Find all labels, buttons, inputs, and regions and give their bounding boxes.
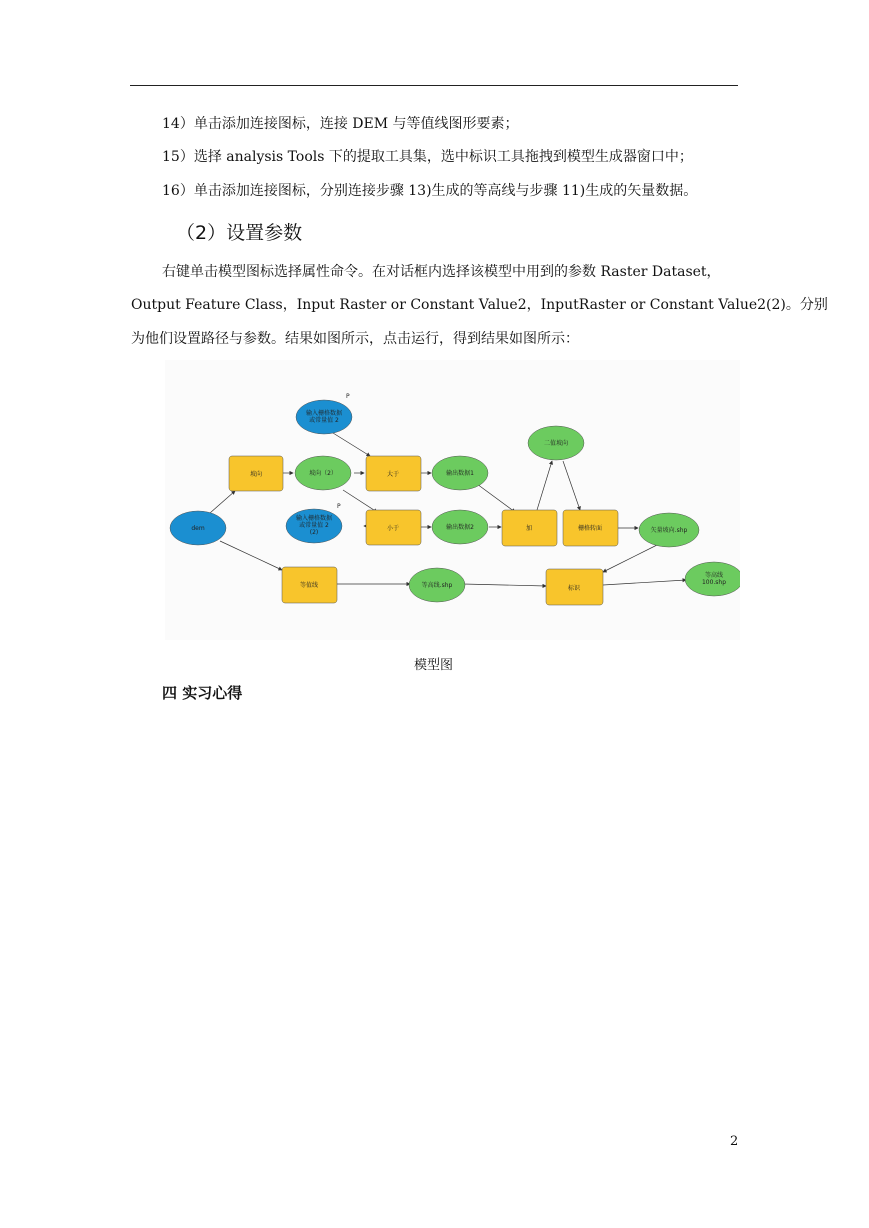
- model-diagram-svg: [165, 360, 740, 640]
- node-input2-label-1: 输入栅格数据: [295, 515, 333, 522]
- node-less[interactable]: [366, 510, 421, 545]
- paragraph-line-1: 右键单击模型图标选择属性命令。在对话框内选择该模型中用到的参数 Raster Dataset，: [162, 264, 721, 280]
- node-contour-out-label: 等高线.shp: [421, 582, 453, 589]
- step-16: 16）单击添加连接图标，分别连接步骤 13)生成的等高线与步骤 11)生成的矢量数据。: [162, 183, 698, 199]
- node-slope[interactable]: [229, 456, 283, 491]
- node-greater-label: 大于: [386, 471, 400, 478]
- figure-caption: 模型图: [414, 658, 454, 673]
- edge-dem-slope: [210, 491, 235, 513]
- edge-vector-identity: [603, 545, 657, 572]
- edge-out1-add: [477, 484, 515, 512]
- edge-identity-result: [603, 580, 686, 585]
- node-less-label: 小于: [386, 525, 400, 532]
- node-vector-label: 矢量坡向.shp: [650, 527, 688, 534]
- node-out1[interactable]: [432, 456, 488, 490]
- node-contour-label: 等值线: [299, 582, 319, 589]
- node-slope-out[interactable]: [295, 456, 351, 490]
- param-mark-1: P: [346, 393, 350, 400]
- node-input2-label-2: 或常量值 2: [299, 522, 329, 529]
- node-result[interactable]: [685, 562, 740, 596]
- section-four-heading: 四 实习心得: [162, 684, 243, 702]
- node-slope-out-label: 坡向（2）: [309, 470, 337, 477]
- paragraph-line-2: Output Feature Class，Input Raster or Constant Value2，InputRaster or Constant Value2(2)。分别: [131, 297, 828, 313]
- node-input1[interactable]: [296, 400, 352, 434]
- section-heading: （2）设置参数: [176, 222, 303, 244]
- node-input1-label-2: 或常量值 2: [309, 417, 339, 424]
- edge-input1-greater: [333, 433, 370, 456]
- param-mark-2: P: [337, 503, 341, 510]
- node-vector[interactable]: [639, 513, 699, 547]
- node-binary[interactable]: [528, 426, 584, 460]
- node-add[interactable]: [502, 510, 557, 546]
- node-out1-label: 输出数据1: [446, 470, 474, 477]
- node-input2-label-3: (2): [309, 529, 319, 536]
- node-out2-label: 输出数据2: [446, 524, 474, 531]
- model-diagram: [165, 360, 740, 640]
- node-input2[interactable]: [286, 509, 342, 543]
- node-greater[interactable]: [366, 456, 421, 491]
- node-out2[interactable]: [432, 510, 488, 544]
- paragraph-line-3: 为他们设置路径与参数。结果如图所示，点击运行，得到结果如图所示：: [131, 331, 579, 347]
- node-result-label-2: 100.shp: [701, 579, 727, 586]
- node-identity-label: 标识: [567, 585, 581, 592]
- node-result-label-1: 等高线: [704, 572, 724, 579]
- edge-contourout-identity: [463, 584, 546, 586]
- node-dem[interactable]: [170, 511, 226, 545]
- edge-dem-contour: [220, 541, 282, 570]
- node-slope-label: 坡向: [249, 471, 263, 478]
- node-convert[interactable]: [563, 510, 618, 546]
- node-input1-label-1: 输入栅格数据: [305, 410, 343, 417]
- edge-slopeout-less: [343, 490, 377, 512]
- node-convert-label: 栅格转面: [577, 525, 603, 532]
- node-binary-label: 二值坡向: [543, 440, 569, 447]
- step-15: 15）选择 analysis Tools 下的提取工具集，选中标识工具拖拽到模型生成器窗口中；: [162, 149, 693, 165]
- node-dem-label: dem: [191, 525, 205, 532]
- page-number: 2: [730, 1134, 739, 1149]
- node-add-label: 加: [525, 525, 533, 532]
- edge-add-binary: [537, 461, 552, 510]
- edge-binary-convert: [563, 461, 580, 510]
- node-contour-out[interactable]: [409, 568, 465, 602]
- step-14: 14）单击添加连接图标，连接 DEM 与等值线图形要素；: [162, 116, 519, 132]
- header-rule: [130, 85, 738, 86]
- node-identity[interactable]: [546, 569, 603, 605]
- node-contour[interactable]: [282, 567, 337, 603]
